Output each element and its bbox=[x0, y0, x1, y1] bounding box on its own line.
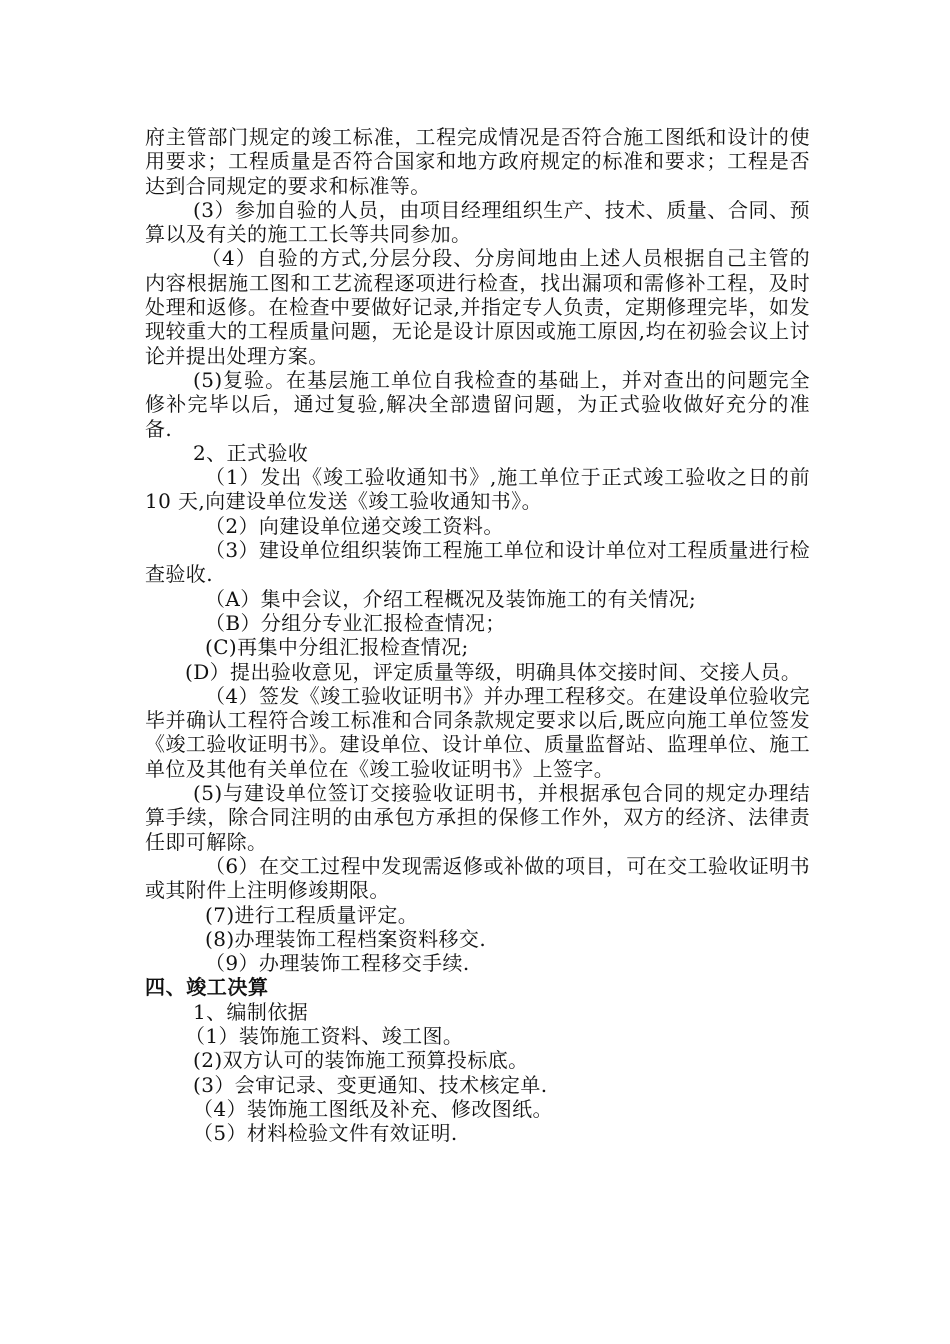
paragraph-rework-items: （6）在交工过程中发现需返修或补做的项目，可在交工验收证明书或其附件上注明修竣期限。 bbox=[145, 853, 810, 903]
subheading-formal-acceptance: 2、正式验收 bbox=[193, 440, 309, 465]
subheading-preparation-basis: 1、编制依据 bbox=[193, 999, 309, 1024]
paragraph-reinspection: (5)复验。在基层施工单位自我检查的基础上，并对查出的问题完全修补完毕以后，通过复验,解决全部遗留问题，为正式验收做好充分的准备. bbox=[145, 367, 810, 441]
basis-item-2: (2)双方认可的装饰施工预算投标底。 bbox=[193, 1048, 529, 1073]
paragraph-issue-certificate: （4）签发《竣工验收证明书》并办理工程移交。在建设单位验收完毕并确认工程符合竣工标准和合同条款规定要求以后,既应向施工单位签发《竣工验收证明书》。建设单位、设计单位、质量监督站、监理单位、施工单位及其他有关单位在《竣工验收证明书》上签字。 bbox=[145, 683, 810, 781]
paragraph-quality-assessment: (7)进行工程质量评定。 bbox=[205, 902, 419, 927]
paragraph-archive-transfer: (8)办理装饰工程档案资料移交. bbox=[205, 926, 487, 951]
section-heading-final-accounts: 四、竣工决算 bbox=[145, 975, 269, 1000]
paragraph-self-inspection-method: （4）自验的方式,分层分段、分房间地由上述人员根据自己主管的内容根据施工图和工艺流程逐项进行检查，找出漏项和需修补工程，及时处理和返修。在检查中要做好记录,并指定专人负责，定期修理完毕，如发现较重大的工程质量问题，无论是设计原因或施工原因,均在初验会议上讨论并提出处理方案。 bbox=[145, 246, 810, 368]
paragraph-handover-procedures: （9）办理装饰工程移交手续. bbox=[205, 951, 470, 976]
paragraph-submit-documents: （2）向建设单位递交竣工资料。 bbox=[205, 513, 504, 538]
list-item-b: （B）分组分专业汇报检查情况； bbox=[205, 610, 506, 635]
basis-item-4: （4）装饰施工图纸及补充、修改图纸。 bbox=[193, 1096, 553, 1121]
basis-item-3: (3）会审记录、变更通知、技术核定单. bbox=[193, 1072, 548, 1097]
basis-item-1: （1）装饰施工资料、竣工图。 bbox=[185, 1023, 464, 1048]
list-item-c: (C)再集中分组汇报检查情况; bbox=[205, 635, 469, 660]
paragraph-handover-agreement: (5)与建设单位签订交接验收证明书，并根据承包合同的规定办理结算手续，除合同注明的由承包方承担的保修工作外，双方的经济、法律责任即可解除。 bbox=[145, 781, 810, 854]
list-item-a: （A）集中会议，介绍工程概况及装饰施工的有关情况; bbox=[205, 586, 697, 611]
paragraph-self-inspection-personnel: (3）参加自验的人员，由项目经理组织生产、技术、质量、合同、预算以及有关的施工工长等共同参加。 bbox=[145, 197, 810, 247]
document-body bbox=[145, 125, 810, 1145]
paragraph-quality-inspection: （3）建设单位组织装饰工程施工单位和设计单位对工程质量进行检查验收. bbox=[145, 538, 810, 587]
paragraph-completion-standard: 府主管部门规定的竣工标准，工程完成情况是否符合施工图纸和设计的使用要求；工程质量是否符合国家和地方政府规定的标准和要求；工程是否达到合同规定的要求和标准等。 bbox=[145, 125, 810, 198]
list-item-d: (D）提出验收意见，评定质量等级，明确具体交接时间、交接人员。 bbox=[185, 659, 802, 684]
paragraph-acceptance-notice: （1）发出《竣工验收通知书》,施工单位于正式竣工验收之日的前 10 天,向建设单位发送《竣工验收通知书》。 bbox=[145, 465, 810, 514]
basis-item-5: （5）材料检验文件有效证明. bbox=[193, 1121, 458, 1146]
